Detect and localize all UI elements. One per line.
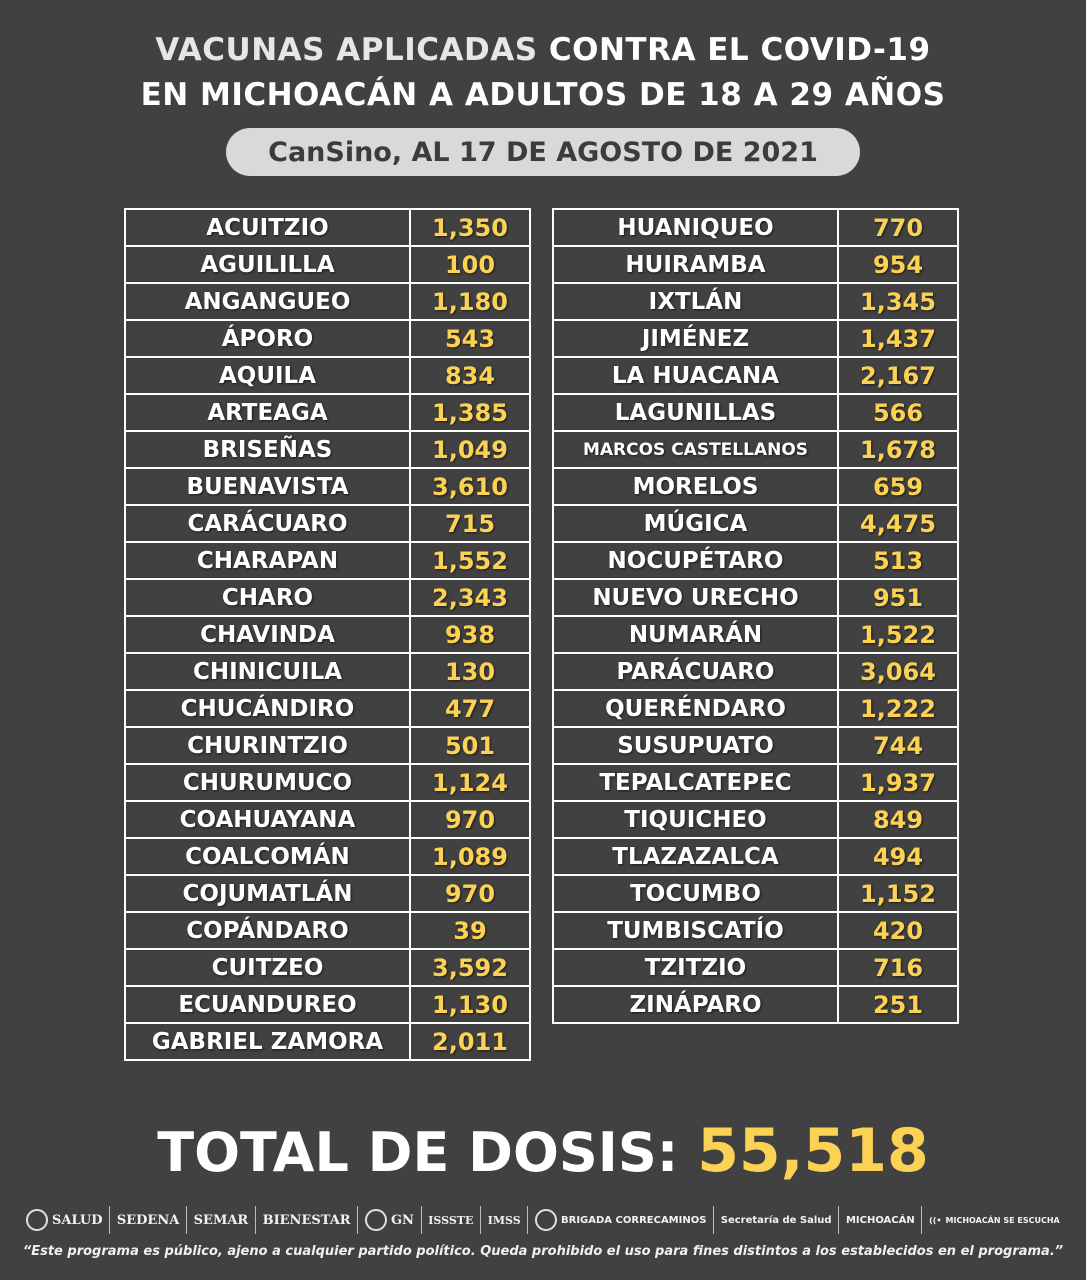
total-label: TOTAL DE DOSIS: <box>157 1121 679 1184</box>
shield-icon <box>535 1209 557 1231</box>
dose-count: 744 <box>838 727 958 764</box>
municipality-name: CHINICUILA <box>125 653 410 690</box>
dose-count: 39 <box>410 912 530 949</box>
table-row <box>125 283 530 320</box>
dose-count: 1,130 <box>410 986 530 1023</box>
municipality-name: CHARO <box>125 579 410 616</box>
table-row <box>125 246 530 283</box>
dose-count: 1,552 <box>410 542 530 579</box>
municipality-name: ANGANGUEO <box>125 283 410 320</box>
logo-gn: GN <box>359 1209 420 1231</box>
dose-count: 3,064 <box>838 653 958 690</box>
municipality-name: TUMBISCATÍO <box>553 912 838 949</box>
table-row <box>553 875 958 912</box>
logo-se-escucha: ((• MICHOACÁN SE ESCUCHA <box>929 1215 1060 1225</box>
table-row <box>125 838 530 875</box>
table-row <box>553 764 958 801</box>
municipality-name: BUENAVISTA <box>125 468 410 505</box>
municipality-name: BRISEÑAS <box>125 431 410 468</box>
municipality-name: TEPALCATEPEC <box>553 764 838 801</box>
municipality-name: CHURUMUCO <box>125 764 410 801</box>
dose-count: 849 <box>838 801 958 838</box>
dose-count: 970 <box>410 875 530 912</box>
table-row <box>553 357 958 394</box>
broadcast-icon: ((• <box>929 1215 942 1225</box>
municipality-name: HUANIQUEO <box>553 209 838 246</box>
logo-imss: IMSS <box>487 1213 521 1227</box>
table-row <box>125 320 530 357</box>
table-row <box>553 394 958 431</box>
municipality-name: CHARAPAN <box>125 542 410 579</box>
dose-count: 566 <box>838 394 958 431</box>
dose-count: 1,180 <box>410 283 530 320</box>
title-line-1b: CONTRA EL COVID-19 <box>548 32 931 68</box>
municipality-name: ZINÁPARO <box>553 986 838 1023</box>
left-table <box>124 208 531 1061</box>
table-row <box>553 542 958 579</box>
disclaimer: “Este programa es público, ajeno a cualquier partido político. Queda prohibido el uso para fines distintos a los establecidos en el programa.” <box>22 1244 1064 1259</box>
dose-count: 1,152 <box>838 875 958 912</box>
municipality-name: LA HUACANA <box>553 357 838 394</box>
municipality-name: TZITZIO <box>553 949 838 986</box>
table-row <box>125 727 530 764</box>
municipality-name: PARÁCUARO <box>553 653 838 690</box>
dose-count: 513 <box>838 542 958 579</box>
eagle-seal-icon <box>26 1209 48 1231</box>
municipality-name: ARTEAGA <box>125 394 410 431</box>
right-table <box>552 208 959 1024</box>
table-row <box>553 912 958 949</box>
municipality-name: COJUMATLÁN <box>125 875 410 912</box>
logo-strip <box>20 1202 1066 1238</box>
table-row <box>125 1023 530 1060</box>
dose-count: 251 <box>838 986 958 1023</box>
logo-brigada: BRIGADA CORRECAMINOS <box>529 1209 712 1231</box>
table-row <box>125 209 530 246</box>
table-row <box>553 653 958 690</box>
table-row <box>125 579 530 616</box>
dose-count: 970 <box>410 801 530 838</box>
table-row <box>125 394 530 431</box>
table-row <box>125 431 530 468</box>
table-row <box>125 949 530 986</box>
municipality-name: COPÁNDARO <box>125 912 410 949</box>
gn-seal-icon <box>365 1209 387 1231</box>
municipality-name: TOCUMBO <box>553 875 838 912</box>
table-row <box>553 616 958 653</box>
dose-count: 770 <box>838 209 958 246</box>
table-row <box>553 209 958 246</box>
municipality-name: AGUILILLA <box>125 246 410 283</box>
logo-sedena: SEDENA <box>116 1212 180 1228</box>
table-row <box>125 505 530 542</box>
table-row <box>125 653 530 690</box>
dose-count: 1,678 <box>838 431 958 468</box>
municipality-name: TLAZAZALCA <box>553 838 838 875</box>
dose-count: 834 <box>410 357 530 394</box>
title-line-1 <box>0 28 1086 73</box>
table-row <box>553 320 958 357</box>
municipality-name: ACUITZIO <box>125 209 410 246</box>
dose-count: 3,592 <box>410 949 530 986</box>
municipality-name: COAHUAYANA <box>125 801 410 838</box>
dose-count: 938 <box>410 616 530 653</box>
municipality-name: QUERÉNDARO <box>553 690 838 727</box>
municipality-name: MORELOS <box>553 468 838 505</box>
municipality-name: NUEVO URECHO <box>553 579 838 616</box>
title-line-1a: VACUNAS APLICADAS <box>155 32 549 68</box>
municipality-name: CHURINTZIO <box>125 727 410 764</box>
table-row <box>125 542 530 579</box>
table-row <box>553 505 958 542</box>
municipality-name: CARÁCUARO <box>125 505 410 542</box>
dose-count: 1,089 <box>410 838 530 875</box>
dose-count: 477 <box>410 690 530 727</box>
dose-count: 2,011 <box>410 1023 530 1060</box>
logo-semar: SEMAR <box>193 1212 249 1228</box>
total-doses <box>0 1118 1086 1186</box>
table-row <box>125 986 530 1023</box>
dose-count: 420 <box>838 912 958 949</box>
municipality-name: AQUILA <box>125 357 410 394</box>
total-value: 55,518 <box>697 1116 929 1186</box>
dose-count: 951 <box>838 579 958 616</box>
dose-count: 1,049 <box>410 431 530 468</box>
table-row <box>553 246 958 283</box>
dose-count: 543 <box>410 320 530 357</box>
table-row <box>125 468 530 505</box>
title-line-2: EN MICHOACÁN A ADULTOS DE 18 A 29 AÑOS <box>140 77 946 113</box>
table-row <box>553 283 958 320</box>
table-row <box>125 764 530 801</box>
municipality-name: LAGUNILLAS <box>553 394 838 431</box>
dose-count: 1,937 <box>838 764 958 801</box>
page-title <box>0 28 1086 118</box>
municipality-name: IXTLÁN <box>553 283 838 320</box>
municipality-name: NOCUPÉTARO <box>553 542 838 579</box>
municipality-name: GABRIEL ZAMORA <box>125 1023 410 1060</box>
municipality-name: MARCOS CASTELLANOS <box>553 431 838 468</box>
municipality-name: NUMARÁN <box>553 616 838 653</box>
municipality-name: ECUANDUREO <box>125 986 410 1023</box>
dose-count: 4,475 <box>838 505 958 542</box>
dose-count: 1,522 <box>838 616 958 653</box>
municipality-name: CHAVINDA <box>125 616 410 653</box>
dose-count: 716 <box>838 949 958 986</box>
dose-count: 1,385 <box>410 394 530 431</box>
logo-salud: SALUD <box>20 1209 109 1231</box>
municipality-name: JIMÉNEZ <box>553 320 838 357</box>
table-row <box>125 912 530 949</box>
table-row <box>553 727 958 764</box>
municipality-name: TIQUICHEO <box>553 801 838 838</box>
logo-issste: ISSSTE <box>428 1213 474 1227</box>
dose-count: 1,222 <box>838 690 958 727</box>
table-row <box>125 616 530 653</box>
table-row <box>553 468 958 505</box>
dose-count: 100 <box>410 246 530 283</box>
table-row <box>125 357 530 394</box>
dose-count: 130 <box>410 653 530 690</box>
table-row <box>553 579 958 616</box>
table-row <box>553 690 958 727</box>
municipality-name: HUIRAMBA <box>553 246 838 283</box>
table-row <box>553 986 958 1023</box>
dose-count: 715 <box>410 505 530 542</box>
municipality-name: SUSUPUATO <box>553 727 838 764</box>
dose-count: 2,167 <box>838 357 958 394</box>
subtitle-pill: CanSino, AL 17 DE AGOSTO DE 2021 <box>226 128 860 176</box>
dose-count: 494 <box>838 838 958 875</box>
municipality-name: CUITZEO <box>125 949 410 986</box>
municipality-name: ÁPORO <box>125 320 410 357</box>
table-row <box>125 690 530 727</box>
table-row <box>553 949 958 986</box>
dose-count: 1,345 <box>838 283 958 320</box>
logo-bienestar: BIENESTAR <box>262 1212 351 1228</box>
dose-count: 2,343 <box>410 579 530 616</box>
dose-count: 954 <box>838 246 958 283</box>
dose-count: 1,124 <box>410 764 530 801</box>
dose-count: 659 <box>838 468 958 505</box>
table-row <box>553 431 958 468</box>
table-row <box>553 801 958 838</box>
table-row <box>553 838 958 875</box>
table-row <box>125 875 530 912</box>
dose-count: 3,610 <box>410 468 530 505</box>
dose-count: 501 <box>410 727 530 764</box>
table-row <box>125 801 530 838</box>
municipality-name: CHUCÁNDIRO <box>125 690 410 727</box>
dose-count: 1,350 <box>410 209 530 246</box>
dose-count: 1,437 <box>838 320 958 357</box>
logo-michoacan: MICHOACÁN <box>845 1214 915 1226</box>
logo-secretaria-salud: Secretaría de Salud <box>720 1214 832 1226</box>
municipality-name: MÚGICA <box>553 505 838 542</box>
municipality-name: COALCOMÁN <box>125 838 410 875</box>
